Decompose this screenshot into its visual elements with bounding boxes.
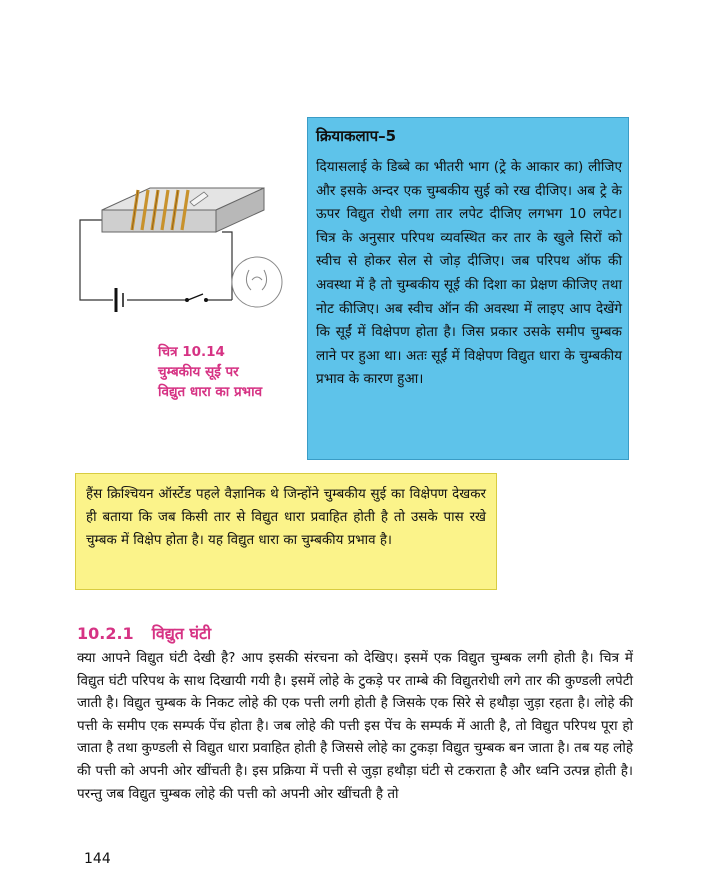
info-text: हैंस क्रिश्चियन ऑर्स्टेड पहले वैज्ञानिक थे जिन्होंने चुम्बकीय सुई का विक्षेपण देखकर ही बताया कि जब किसी तार से विद्युत धारा प्रवाहित होती है तो उसके पास रखे चुम्बक में विक्षेप होता है। यह विद्युत धारा का चुम्बकीय प्रभाव है। xyxy=(86,487,486,548)
body-paragraph: क्या आपने विद्युत घंटी देखी है? आप इसकी संरचना को देखिए। इसमें एक विद्युत चुम्बक लगी होती है। चित्र में विद्युत घंटी परिपथ के साथ दिखायी गयी है। इसमें लोहे के टुकड़े पर ताम्बे की विद्युतरोधी लगे तार की कुण्डली लपेटी जाती है। विद्युत चुम्बक के निकट लोहे की एक पत्ती लगी होती है जिसके एक सिरे से हथौड़ा जुड़ा रहता है। लोहे की पत्ती के समीप एक सम्पर्क पेंच होता है। जब लोहे की पत्ती इस पेंच के सम्पर्क में आती है, तो विद्युत परिपथ पूरा हो जाता है तथा कुण्डली से विद्युत धारा प्रवाहित होती है जिससे लोहे का टुकड़ा विद्युत चुम्बक बन जाता है। तब यह लोहे की पत्ती को अपनी ओर खींचती है। इस प्रक्रिया में पत्ती से जुड़ा हथौड़ा घंटी से टकराता है और ध्वनि उत्पन्न होती है। परन्तु जब विद्युत चुम्बक लोहे की पत्ती को अपनी ओर खींचती है तो xyxy=(77,650,633,802)
activity-title: क्रियाकलाप–5 xyxy=(316,127,397,145)
page-number: 144 xyxy=(84,851,111,867)
info-box xyxy=(75,473,497,590)
compass-dial-icon xyxy=(232,257,282,307)
section-heading xyxy=(77,622,211,644)
switch-icon xyxy=(188,294,203,300)
section-number: 10.2.1 xyxy=(77,624,134,643)
figure-caption-line3: विद्युत धारा का प्रभाव xyxy=(158,384,263,400)
figure-caption xyxy=(158,342,308,402)
circuit-figure xyxy=(72,170,307,330)
activity-box xyxy=(307,117,629,460)
wire-right xyxy=(222,232,232,300)
activity-text: दियासलाई के डिब्बे का भीतरी भाग (ट्रे के आकार का) लीजिए और इसके अन्दर एक चुम्बकीय सुई को रख दीजिए। अब ट्रे के ऊपर विद्युत रोधी लगा तार लपेट दीजिए लगभग 10 लपेट। चित्र के अनुसार परिपथ व्यवस्थित कर तार के खुले सिरों को स्वीच से होकर सेल से जोड़ दीजिए। जब परिपथ ऑफ की अवस्था में है तो चुम्बकीय सूई की दिशा का प्रेक्षण कीजिए तथा नोट कीजिए। अब स्वीच ऑन की अवस्था में लाइए आप देखेंगे कि सूईं में विक्षेपण होता है। जिस प्रकार उसके समीप चुम्बक लाने पर हुआ था। अतः सूईं में विक्षेपण विद्युत धारा के चुम्बकीय प्रभाव के कारण हुआ। xyxy=(316,159,622,388)
section-title: विद्युत घंटी xyxy=(151,624,212,643)
figure-caption-number: चित्र 10.14 xyxy=(158,344,225,360)
figure-caption-line2: चुम्बकीय सूईं पर xyxy=(158,364,239,380)
